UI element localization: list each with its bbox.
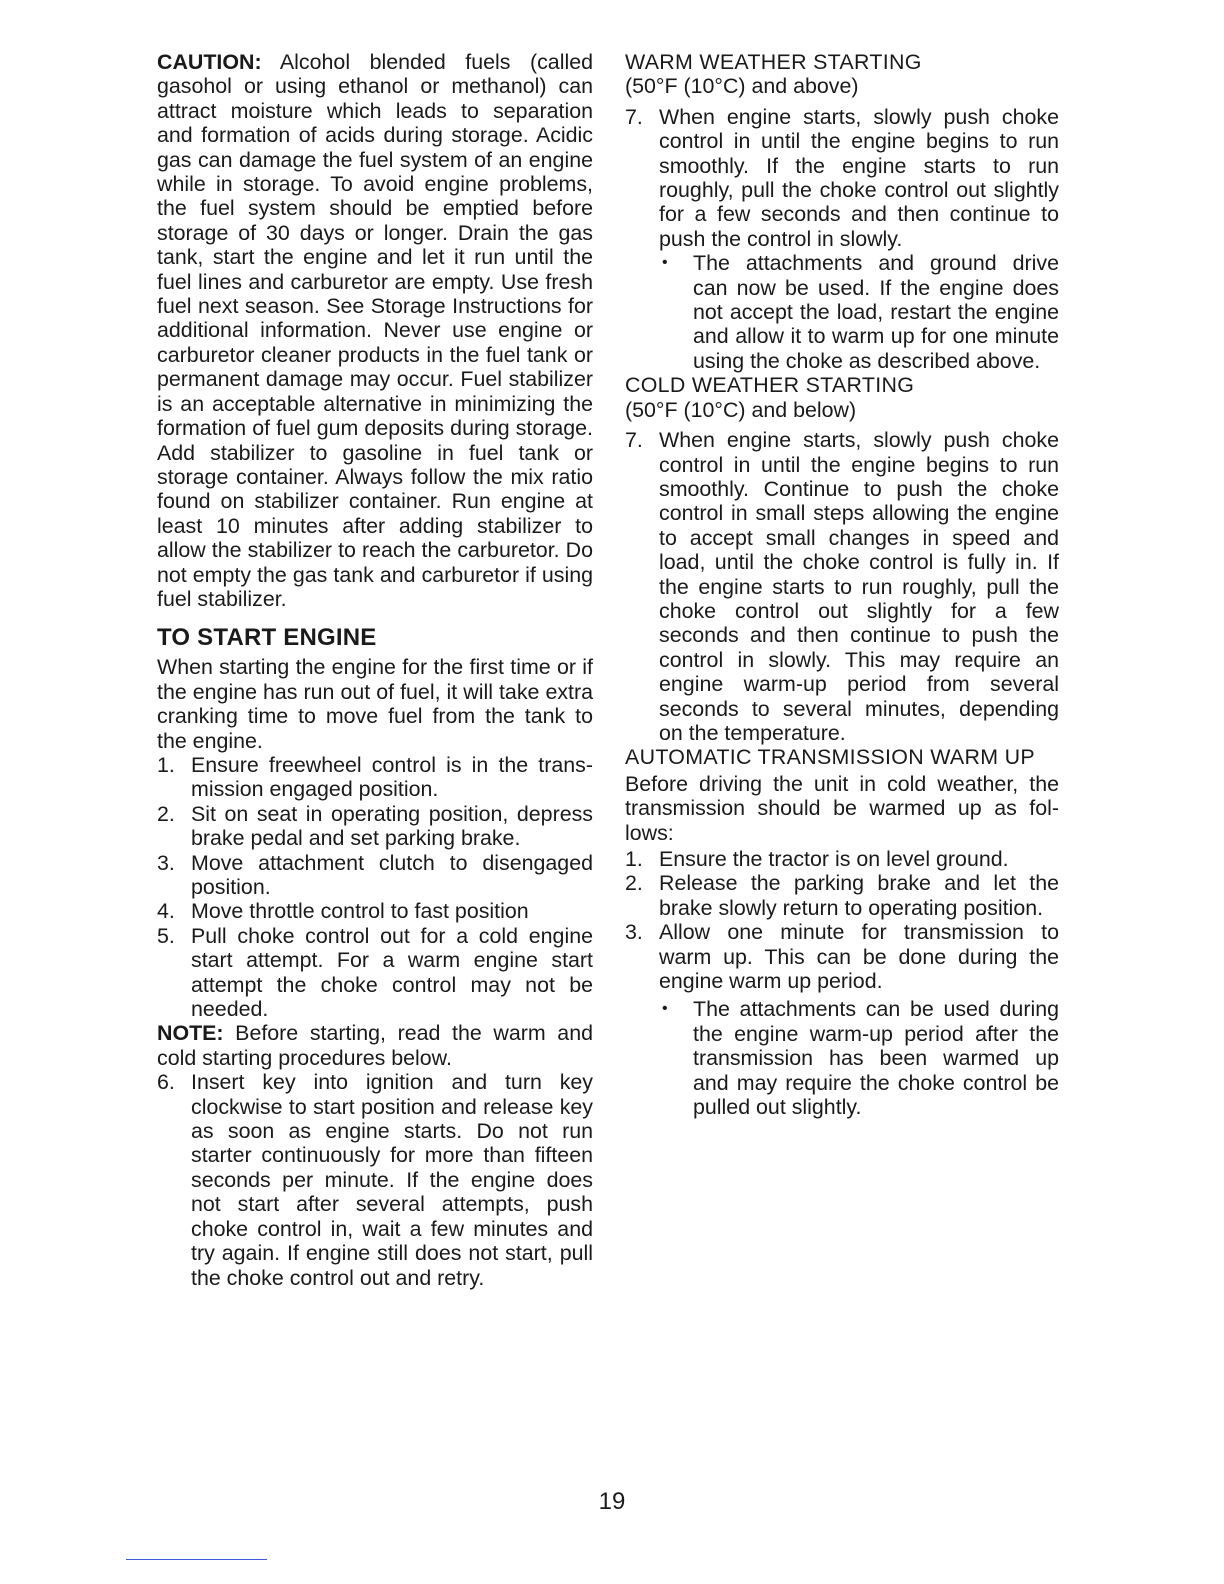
step-text: Pull choke control out for a cold engine start attempt. For a warm engine start attempt the choke control may not be needed. [191, 923, 593, 1022]
step-number: 7. [625, 104, 643, 129]
caution-paragraph [157, 50, 593, 611]
auto-transmission-heading: AUTOMATIC TRANSMISSION WARM UP [625, 745, 1035, 770]
warm-bullets [659, 251, 1059, 373]
start-engine-heading: TO START ENGINE [157, 624, 377, 652]
caution-text: Alcohol blended fuels (called gasohol or using ethanol or methanol) can attract moisture which leads to separation and formation of acids during storage. Acidic gas can damage the fuel system of an engine while in storage. To avoid engine problems, the fuel system should be emptied before storage of 30 days or longer. Drain the gas tank, start the engine and let it run until the fuel lines and carburetor are empty. Use fresh fuel next season. See Storage Instructions for additional information. Never use engine or carburetor cleaner products in the fuel tank or permanent damage may occur. Fuel stabilizer is an acceptable alternative in minimizing the formation of fuel gum deposits during storage. Add stabilizer to gasoline in fuel tank or storage container. Always follow the mix ratio found on stabilizer container. Run engine at least 10 minutes after adding stabilizer to allow the stabilizer to reach the carburetor. Do not empty the gas tank and carburetor if using fuel stabilizer. [157, 50, 593, 611]
list-item [157, 899, 593, 923]
start-steps-list [157, 753, 593, 1021]
list-item [157, 753, 593, 802]
step-number: 1. [157, 752, 175, 777]
step-text: Ensure the tractor is on level ground. [659, 847, 1009, 871]
step-text: Sit on seat in operating position, depress brake pedal and set parking brake. [191, 801, 593, 851]
step-text: Move throttle control to fast position [191, 899, 529, 924]
cold-weather-heading: COLD WEATHER STARTING [625, 373, 915, 398]
page-number: 19 [598, 1488, 626, 1515]
list-item [625, 920, 1059, 1119]
list-item [157, 802, 593, 851]
step-text: Release the parking brake and let the brake slowly return to operating position. [659, 871, 1059, 920]
step-number: 2. [157, 801, 175, 826]
warm-weather-heading: WARM WEATHER STARTING [625, 50, 922, 74]
caution-label: CAUTION: [157, 50, 262, 74]
step-text: When engine starts, slowly push choke control in until the engine begins to run smoothly. If the engine starts to run roughly, pull the choke control out slightly for a few seconds and then continue to push the control in slowly. [659, 104, 1059, 251]
step-text: Allow one minute for transmission to warm up. This can be done during the engine warm up period. [659, 920, 1059, 994]
step-number: 7. [625, 428, 643, 453]
auto-steps-list [625, 847, 1059, 1119]
list-item [157, 924, 593, 1022]
list-item [625, 871, 1059, 920]
auto-bullets [659, 997, 1059, 1119]
note-text: Before starting, read the warm and cold starting procedures below. [157, 1021, 593, 1070]
step-number: 3. [157, 850, 175, 875]
step-text: Insert key into ignition and turn key clockwise to start position and release key as soon as engine starts. Do not run starter continuously for more than fifteen seconds per minute. If the engine does not start after several attempts, push choke control in, wait a few minutes and try again. If engine still does not start, pull the choke control out and retry. [191, 1070, 593, 1290]
list-item [157, 851, 593, 900]
list-item [625, 847, 1059, 871]
step-text: Ensure freewheel control is in the transmission engaged position. [191, 752, 593, 802]
note-paragraph [157, 1021, 593, 1070]
auto-transmission-intro: Before driving the unit in cold weather, the transmission should be warmed up as follows: [625, 771, 1059, 845]
start-engine-intro: When starting the engine for the first time or if the engine has run out of fuel, it will take extra cranking time to move fuel from the tank to the engine. [157, 655, 593, 753]
warm-weather-range: (50°F (10°C) and above) [625, 74, 859, 99]
step-number: 3. [625, 920, 643, 945]
right-column [625, 50, 1059, 1119]
step-number: 4. [157, 899, 175, 924]
step-number: 1. [625, 847, 643, 871]
note-label: NOTE: [157, 1021, 224, 1046]
footer-rule [126, 1559, 267, 1560]
list-item [625, 105, 1059, 373]
start-steps-list-continued [157, 1070, 593, 1290]
list-item [157, 1070, 593, 1290]
warm-steps-list [625, 105, 1059, 373]
step-number: 6. [157, 1070, 175, 1095]
step-text: Move attachment clutch to disengaged position. [191, 850, 593, 899]
cold-weather-range: (50°F (10°C) and below) [625, 397, 857, 422]
step-number: 2. [625, 871, 643, 896]
step-text: When engine starts, slowly push choke control in until the engine begins to run smoothly. Continue to push the choke control in small steps allowing the engine to accept small changes in speed and load, until the choke control is fully in. If the engine starts to run roughly, pull the choke control out slightly for a few seconds and then continue to push the control in slowly. This may require an engine warm-up period from several seconds to several minutes, depending on the temperature. [659, 428, 1059, 745]
bullet-item: • The attachments can be used during the engine warm-up period after the transmission has been warmed up and may require the choke control be pulled out slightly. [659, 997, 1059, 1119]
list-item [625, 428, 1059, 745]
left-column [157, 50, 593, 1290]
bullet-item: • The attachments and ground drive can now be used. If the engine does not accept the load, restart the engine and allow it to warm up for one minute using the choke as described above. [659, 251, 1059, 373]
step-number: 5. [157, 923, 175, 948]
cold-steps-list [625, 428, 1059, 745]
